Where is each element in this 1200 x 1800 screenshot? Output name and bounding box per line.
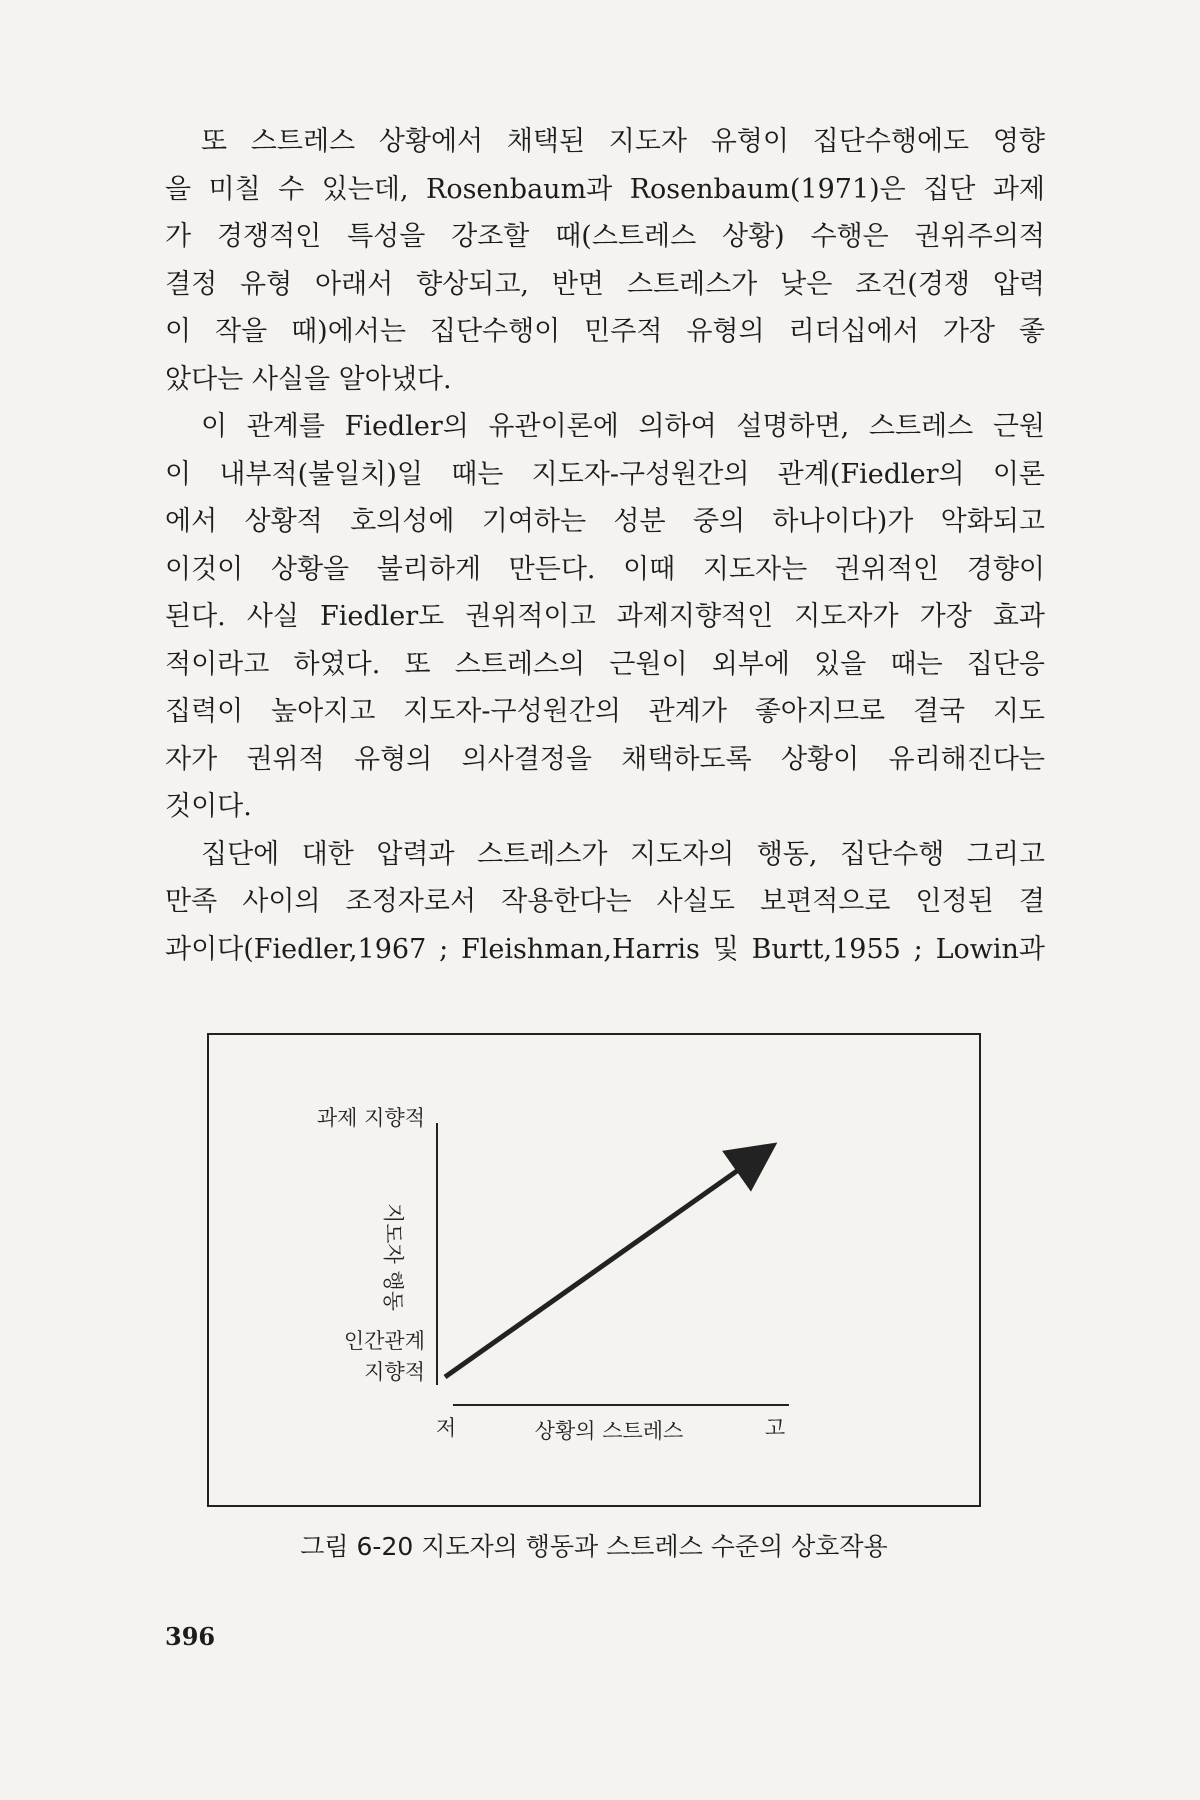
text-line: 것이다.	[165, 791, 252, 822]
y-top-label: 과제 지향적	[316, 1106, 425, 1130]
y-axis-title: 지도자 행동	[381, 1202, 405, 1312]
text-line: 이 내부적(불일치)일 때는 지도자-구성원간의 관계(Fiedler의 이론	[165, 458, 1045, 490]
figure-diagram	[209, 1035, 983, 1509]
page-number: 396	[165, 1622, 216, 1651]
text-line: 았다는 사실을 알아냈다.	[165, 363, 452, 395]
text-line: 된다. 사실 Fiedler도 권위적이고 과제지향적인 지도자가 가장 효과	[165, 601, 1045, 632]
text-line: 가 경쟁적인 특성을 강조할 때(스트레스 상황) 수행은 권위주의적	[165, 221, 1045, 252]
x-low-label: 저	[435, 1416, 457, 1440]
x-high-label: 고	[764, 1416, 786, 1440]
text-line: 이것이 상황을 불리하게 만든다. 이때 지도자는 권위적인 경향이	[165, 553, 1045, 585]
y-bottom-label-line1: 인간관계	[343, 1329, 425, 1353]
text-line: 이 작을 때)에서는 집단수행이 민주적 유형의 리더십에서 가장 좋	[165, 316, 1045, 347]
figure-6-20	[207, 1033, 981, 1507]
trend-arrow	[445, 1154, 761, 1377]
text-line: 에서 상황적 호의성에 기여하는 성분 중의 하나이다)가 악화되고	[165, 506, 1045, 537]
text-line: 만족 사이의 조정자로서 작용한다는 사실도 보편적으로 인정된 결	[165, 886, 1045, 917]
x-axis-title: 상황의 스트레스	[534, 1419, 684, 1443]
body-text	[165, 118, 1045, 973]
figure-caption: 그림 6-20 지도자의 행동과 스트레스 수준의 상호작용	[300, 1532, 888, 1561]
text-line: 결정 유형 아래서 향상되고, 반면 스트레스가 낮은 조건(경쟁 압력	[165, 268, 1045, 300]
text-line: 집력이 높아지고 지도자-구성원간의 관계가 좋아지므로 결국 지도	[165, 696, 1045, 727]
text-line: 이 관계를 Fiedler의 유관이론에 의하여 설명하면, 스트레스 근원	[201, 411, 1045, 442]
text-line: 집단에 대한 압력과 스트레스가 지도자의 행동, 집단수행 그리고	[201, 838, 1045, 870]
text-line: 적이라고 하였다. 또 스트레스의 근원이 외부에 있을 때는 집단응	[165, 648, 1045, 680]
text-line: 또 스트레스 상황에서 채택된 지도자 유형이 집단수행에도 영향	[201, 126, 1045, 157]
text-line: 을 미칠 수 있는데, Rosenbaum과 Rosenbaum(1971)은 집단 과제	[165, 173, 1045, 205]
text-line: 과이다(Fiedler,1967 ; Fleishman,Harris 및 Burtt,1955 ; Lowin과	[165, 933, 1045, 965]
text-line: 자가 권위적 유형의 의사결정을 채택하도록 상황이 유리해진다는	[165, 743, 1045, 775]
y-bottom-label-line2: 지향적	[364, 1360, 425, 1384]
